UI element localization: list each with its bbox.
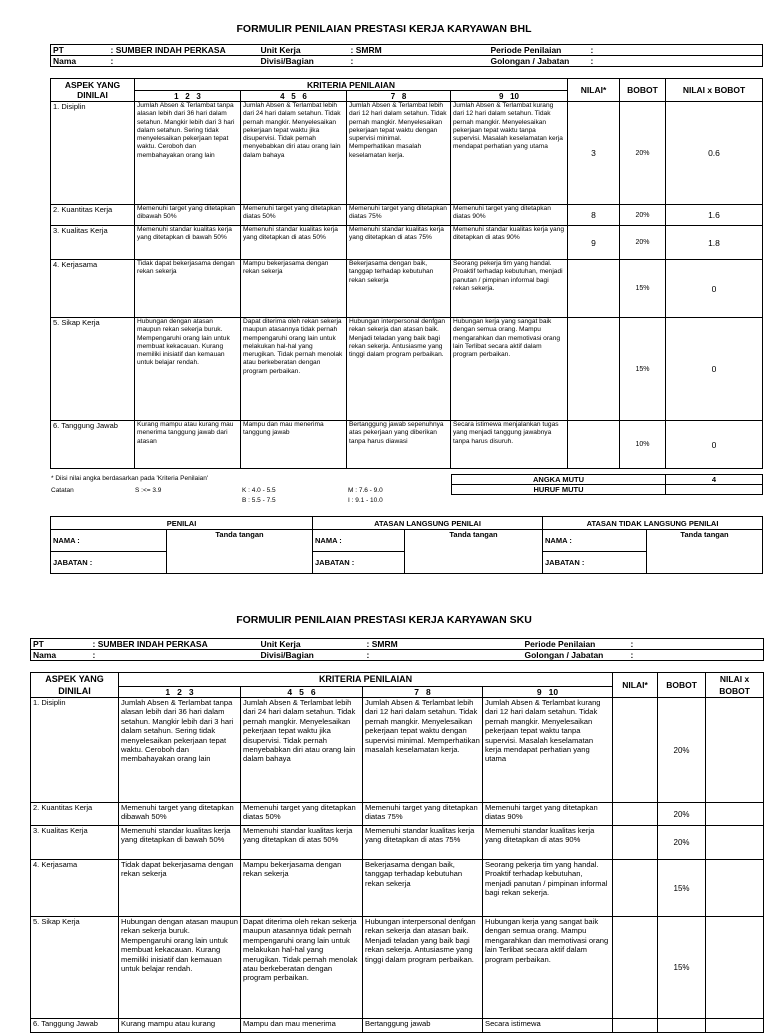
table-row (31, 826, 764, 860)
criteria-cell: Bekerjasama dengan baik, tanggap terhadap kebutuhan rekan sekerja (347, 260, 451, 318)
table-row (31, 917, 764, 1019)
catatan-k: K : 4.0 - 5.5 (242, 487, 276, 494)
divisi-label: Divisi/Bagian (260, 650, 314, 660)
aspek-sikap: 5. Sikap Kerja (51, 318, 135, 421)
periode-label: Periode Penilaian (490, 45, 562, 55)
nilai-cell: 9 (568, 226, 620, 260)
tanda-tangan-field[interactable]: Tanda tangan (167, 530, 313, 574)
nilai-cell (568, 260, 620, 318)
angka-mutu-label: ANGKA MUTU (452, 475, 666, 485)
nilai-cell (568, 318, 620, 421)
col-aspek: ASPEK YANG DINILAI (51, 79, 135, 102)
criteria-cell: Mampu bekerjasama dengan rekan sekerja (241, 860, 363, 917)
criteria-cell: Hubungan kerja yang sangat baik dengan semua orang. Mampu mengarahkan dan memotivasi orang lain Terlibat secara aktif dalam program perbaikan. (451, 318, 568, 421)
pt-label: PT (33, 639, 44, 649)
table-row (31, 860, 764, 917)
criteria-cell: Memenuhi standar kualitas kerja yang ditetapkan di atas 50% (241, 226, 347, 260)
nilai-cell (613, 860, 658, 917)
signature-table (50, 516, 763, 574)
criteria-cell: Memenuhi standar kualitas kerja yang ditetapkan di bawah 50% (135, 226, 241, 260)
atasan-tidak-langsung-header: ATASAN TIDAK LANGSUNG PENILAI (543, 517, 763, 530)
bobot-cell: 10% (620, 421, 666, 469)
mutu-table (451, 474, 763, 495)
criteria-cell: Memenuhi target yang ditetapkan diatas 90% (451, 205, 568, 226)
table-row (51, 226, 763, 260)
criteria-cell: Tidak dapat bekerjasama dengan rekan sekerja (135, 260, 241, 318)
nilai-x-bobot-cell: 0 (666, 260, 763, 318)
criteria-cell: Tidak dapat bekerjasama dengan rekan sekerja (119, 860, 241, 917)
unit-kerja-label: Unit Kerja (260, 45, 301, 55)
aspek-sikap: 5. Sikap Kerja (31, 917, 119, 1019)
criteria-cell: Mampu bekerjasama dengan rekan sekerja (241, 260, 347, 318)
criteria-cell: Jumlah Absen & Terlambat tanpa alasan lebih dari 36 hari dalam setahun. Mangkir lebih dari 3 hari dalam setahun. Sering tidak menyelesaikan pekerjaan tepat waktu. Ceroboh dan membahayakan orang lain (119, 698, 241, 803)
form1-title: FORMULIR PENILAIAN PRESTASI KERJA KARYAWAN BHL (236, 23, 532, 35)
bobot-cell: 20% (658, 803, 706, 826)
criteria-cell: Hubungan dengan atasan maupun rekan sekerja buruk. Mempengaruhi orang lain untuk membuat kekacauan. Kurang memiliki inisiatif dan kemauan untuk belajar rendah. (135, 318, 241, 421)
score-1-3: 1 2 3 (135, 91, 241, 102)
bobot-cell: 15% (658, 917, 706, 1019)
nilai-cell: 3 (568, 102, 620, 205)
col-aspek: ASPEK YANG DINILAI (31, 673, 119, 698)
criteria-cell: Secara istimewa (483, 1019, 613, 1033)
form2-header-info (30, 638, 764, 661)
aspek-disiplin: 1. Disiplin (31, 698, 119, 803)
pt-value: : SUMBER INDAH PERKASA (92, 639, 208, 649)
score-9-10: 9 10 (483, 686, 613, 697)
aspek-kualitas: 3. Kualitas Kerja (31, 826, 119, 860)
col-nilai-x-bobot: NILAI x BOBOT (706, 673, 764, 698)
nilai-cell (568, 421, 620, 469)
criteria-cell: Jumlah Absen & Terlambat kurang dari 12 hari dalam setahun. Tidak pernah mangkir. Menyelesaikan pekerjaan tepat waktu tanpa supervisi. Masalah keselamatan kerja mendapat perhatian yang utama (483, 698, 613, 803)
bobot-cell: 20% (620, 102, 666, 205)
periode-label: Periode Penilaian (524, 639, 596, 649)
penilai-header: PENILAI (51, 517, 313, 530)
table-row (51, 421, 763, 469)
aspek-kerjasama: 4. Kerjasama (31, 860, 119, 917)
tanda-tangan-field[interactable]: Tanda tangan (647, 530, 763, 574)
col-kriteria: KRITERIA PENILAIAN (119, 673, 613, 687)
criteria-cell: Jumlah Absen & Terlambat lebih dari 12 hari dalam setahun. Tidak pernah mangkir. Menyelesaikan pekerjaan tepat waktu dengan supervisi minimal. Memperhatikan masalah keselamatan kerja. (347, 102, 451, 205)
nilai-x-bobot-cell: 1.8 (666, 226, 763, 260)
table-row (51, 102, 763, 205)
criteria-cell: Jumlah Absen & Terlambat lebih dari 24 hari dalam setahun. Tidak pernah mangkir. Menyelesaikan pekerjaan tepat waktu jika disupervisi. Tidak pernah menyebabkan diri atau orang lain dalam bahaya (241, 698, 363, 803)
bobot-cell: 20% (658, 698, 706, 803)
tanda-tangan-field[interactable]: Tanda tangan (405, 530, 543, 574)
huruf-mutu-value (666, 485, 763, 495)
criteria-cell: Secara istimewa menjalankan tugas yang menjadi tanggung jawabnya tanpa harus disuruh. (451, 421, 568, 469)
divisi-value: : (366, 650, 370, 660)
aspek-kuantitas: 2. Kuantitas Kerja (51, 205, 135, 226)
criteria-cell: Memenuhi target yang ditetapkan diatas 75% (363, 803, 483, 826)
nama-field[interactable]: NAMA : (51, 530, 167, 552)
criteria-cell: Hubungan interpersonal denfgan rekan sekerja dan atasan baik. Menjadi teladan yang baik bagi rekan sekerja. Antusiasme yang tinggi dalam program perbaikan. (363, 917, 483, 1019)
criteria-cell: Memenuhi standar kualitas kerja yang ditetapkan di atas 90% (483, 826, 613, 860)
criteria-cell: Memenuhi target yang ditetapkan diatas 90% (483, 803, 613, 826)
nama-field[interactable]: NAMA : (313, 530, 405, 552)
criteria-cell: Jumlah Absen & Terlambat lebih dari 12 hari dalam setahun. Tidak pernah mangkir. Menyelesaikan pekerjaan tepat waktu dengan supervisi minimal. Memperhatikan masalah keselamatan kerja. (363, 698, 483, 803)
criteria-cell: Memenuhi target yang ditetapkan dibawah 50% (135, 205, 241, 226)
golongan-value: : (590, 56, 594, 66)
nilai-cell (613, 698, 658, 803)
criteria-cell: Bertanggung jawab (363, 1019, 483, 1033)
nama-value: : (110, 56, 114, 66)
col-bobot: BOBOT (620, 79, 666, 102)
criteria-cell: Jumlah Absen & Terlambat lebih dari 24 hari dalam setahun. Tidak pernah mangkir. Menyelesaikan pekerjaan tepat waktu jika disupervisi. Tidak pernah menyebabkan diri atau orang lain dalam bahaya (241, 102, 347, 205)
criteria-cell: Mampu dan mau menerima (241, 1019, 363, 1033)
criteria-cell: Dapat diterima oleh rekan sekerja maupun atasannya tidak pernah mempengaruhi orang lain untuk melakukan hal-hal yang merugikan. Tidak pernah menolak atau berkeberatan dengan program perbaikan. (241, 318, 347, 421)
criteria-cell: Bekerjasama dengan baik, tanggap terhadap kebutuhan rekan sekerja (363, 860, 483, 917)
nama-label: Nama (33, 650, 57, 660)
table-row (31, 803, 764, 826)
col-nilai: NILAI* (568, 79, 620, 102)
bobot-cell: 20% (620, 205, 666, 226)
criteria-cell: Memenuhi target yang ditetapkan dibawah 50% (119, 803, 241, 826)
catatan-b: B : 5.5 - 7.5 (242, 497, 276, 504)
score-4-6: 4 5 6 (241, 91, 347, 102)
score-9-10: 9 10 (451, 91, 568, 102)
nilai-x-bobot-cell: 0.6 (666, 102, 763, 205)
jabatan-field[interactable]: JABATAN : (543, 552, 647, 574)
table-row (51, 205, 763, 226)
catatan-s: S :<= 3.9 (135, 487, 162, 494)
criteria-cell: Memenuhi standar kualitas kerja yang ditetapkan di atas 75% (347, 226, 451, 260)
aspek-kuantitas: 2. Kuantitas Kerja (31, 803, 119, 826)
nilai-x-bobot-cell (706, 860, 764, 917)
periode-value: : (630, 639, 634, 649)
angka-mutu-value: 4 (666, 475, 763, 485)
nilai-cell (613, 917, 658, 1019)
aspek-tanggung-jawab: 6. Tanggung Jawab (51, 421, 135, 469)
criteria-cell: Mampu dan mau menerima tanggung jawab (241, 421, 347, 469)
nilai-x-bobot-cell: 1.6 (666, 205, 763, 226)
table-row (51, 260, 763, 318)
nilai-x-bobot-cell (706, 1019, 764, 1033)
nilai-x-bobot-cell: 0 (666, 318, 763, 421)
score-7-8: 7 8 (363, 686, 483, 697)
criteria-cell: Dapat diterima oleh rekan sekerja maupun atasannya tidak pernah mempengaruhi orang lain untuk melakukan hal-hal yang merugikan. Tidak pernah menolak atau berkeberatan dengan program perbaikan. (241, 917, 363, 1019)
criteria-cell: Hubungan kerja yang sangat baik dengan semua orang. Mampu mengarahkan dan memotivasi orang lain Terlibat secara aktif dalam program perbaikan. (483, 917, 613, 1019)
unit-kerja-value: : SMRM (350, 45, 382, 55)
atasan-langsung-header: ATASAN LANGSUNG PENILAI (313, 517, 543, 530)
form2-title: FORMULIR PENILAIAN PRESTASI KERJA KARYAWAN SKU (236, 614, 532, 626)
form2-criteria-table (30, 672, 764, 1033)
jabatan-field[interactable]: JABATAN : (313, 552, 405, 574)
nama-value: : (92, 650, 96, 660)
nilai-x-bobot-cell (706, 917, 764, 1019)
criteria-cell: Hubungan dengan atasan maupun rekan sekerja buruk. Mempengaruhi orang lain untuk membuat kekacauan. Kurang memiliki inisiatif dan kemauan untuk belajar rendah. (119, 917, 241, 1019)
aspek-tanggung-jawab: 6. Tanggung Jawab (31, 1019, 119, 1033)
nama-field[interactable]: NAMA : (543, 530, 647, 552)
table-row (31, 698, 764, 803)
aspek-disiplin: 1. Disiplin (51, 102, 135, 205)
golongan-label: Golongan / Jabatan (490, 56, 570, 66)
criteria-cell: Jumlah Absen & Terlambat tanpa alasan lebih dari 36 hari dalam setahun. Mangkir lebih dari 3 hari dalam setahun. Sering tidak menyelesaikan pekerjaan tepat waktu. Ceroboh dan membahayakan orang lain (135, 102, 241, 205)
table-row (51, 318, 763, 421)
criteria-cell: Memenuhi target yang ditetapkan diatas 50% (241, 205, 347, 226)
col-bobot: BOBOT (658, 673, 706, 698)
nama-label: Nama (53, 56, 77, 66)
nilai-cell: 8 (568, 205, 620, 226)
criteria-cell: Memenuhi target yang ditetapkan diatas 50% (241, 803, 363, 826)
criteria-cell: Memenuhi target yang ditetapkan diatas 75% (347, 205, 451, 226)
periode-value: : (590, 45, 594, 55)
nilai-x-bobot-cell (706, 698, 764, 803)
catatan-label: Catatan (51, 487, 74, 494)
nilai-x-bobot-cell: 0 (666, 421, 763, 469)
col-nilai-x-bobot: NILAI x BOBOT (666, 79, 763, 102)
criteria-cell: Seorang pekerja tim yang handal. Proaktif terhadap kebutuhan, menjadi panutan / pimpinan informal bagi rekan sekerja. (451, 260, 568, 318)
nilai-cell (613, 826, 658, 860)
divisi-value: : (350, 56, 354, 66)
pt-label: PT (53, 45, 64, 55)
pt-value: : SUMBER INDAH PERKASA (110, 45, 226, 55)
nilai-x-bobot-cell (706, 826, 764, 860)
criteria-cell: Memenuhi standar kualitas kerja yang ditetapkan di atas 50% (241, 826, 363, 860)
nilai-x-bobot-cell (706, 803, 764, 826)
form1-criteria-table (50, 78, 763, 469)
criteria-cell: Jumlah Absen & Terlambat kurang dari 12 hari dalam setahun. Tidak pernah mangkir. Menyelesaikan pekerjaan tepat waktu tanpa supervisi. Masalah keselamatan kerja mendapat perhatian yang utama (451, 102, 568, 205)
huruf-mutu-label: HURUF MUTU (452, 485, 666, 495)
jabatan-field[interactable]: JABATAN : (51, 552, 167, 574)
nilai-cell (613, 803, 658, 826)
bobot-cell: 20% (620, 226, 666, 260)
criteria-cell: Memenuhi standar kualitas kerja yang ditetapkan di atas 75% (363, 826, 483, 860)
criteria-cell: Bertanggung jawab sepenuhnya atas pekerjaan yang diberikan tanpa harus diawasi (347, 421, 451, 469)
aspek-kerjasama: 4. Kerjasama (51, 260, 135, 318)
golongan-value: : (630, 650, 634, 660)
score-1-3: 1 2 3 (119, 686, 241, 697)
table-row (31, 1019, 764, 1033)
criteria-cell: Kurang mampu atau kurang (119, 1019, 241, 1033)
criteria-cell: Memenuhi standar kualitas kerja yang ditetapkan di atas 90% (451, 226, 568, 260)
catatan-m: M : 7.6 - 9.0 (348, 487, 383, 494)
aspek-kualitas: 3. Kualitas Kerja (51, 226, 135, 260)
note-text: * Diisi nilai angka berdasarkan pada 'Kriteria Penilaian' (51, 475, 209, 482)
criteria-cell: Seorang pekerja tim yang handal. Proaktif terhadap kebutuhan, menjadi panutan / pimpinan informal bagi rekan sekerja. (483, 860, 613, 917)
col-kriteria: KRITERIA PENILAIAN (135, 79, 568, 91)
bobot-cell: 20% (658, 826, 706, 860)
golongan-label: Golongan / Jabatan (524, 650, 604, 660)
bobot-cell: 15% (620, 260, 666, 318)
unit-kerja-value: : SMRM (366, 639, 398, 649)
unit-kerja-label: Unit Kerja (260, 639, 301, 649)
divisi-label: Divisi/Bagian (260, 56, 314, 66)
criteria-cell: Hubungan interpersonal denfgan rekan sekerja dan atasan baik. Menjadi teladan yang baik bagi rekan sekerja. Antusiasme yang tinggi dalam program perbaikan. (347, 318, 451, 421)
bobot-cell: 15% (658, 860, 706, 917)
form1-header-info (50, 44, 763, 67)
bobot-cell (658, 1019, 706, 1033)
bobot-cell: 15% (620, 318, 666, 421)
score-7-8: 7 8 (347, 91, 451, 102)
criteria-cell: Memenuhi standar kualitas kerja yang ditetapkan di bawah 50% (119, 826, 241, 860)
score-4-6: 4 5 6 (241, 686, 363, 697)
criteria-cell: Kurang mampu atau kurang mau menerima tanggung jawab dari atasan (135, 421, 241, 469)
col-nilai: NILAI* (613, 673, 658, 698)
nilai-cell (613, 1019, 658, 1033)
catatan-i: I : 9.1 - 10.0 (348, 497, 383, 504)
